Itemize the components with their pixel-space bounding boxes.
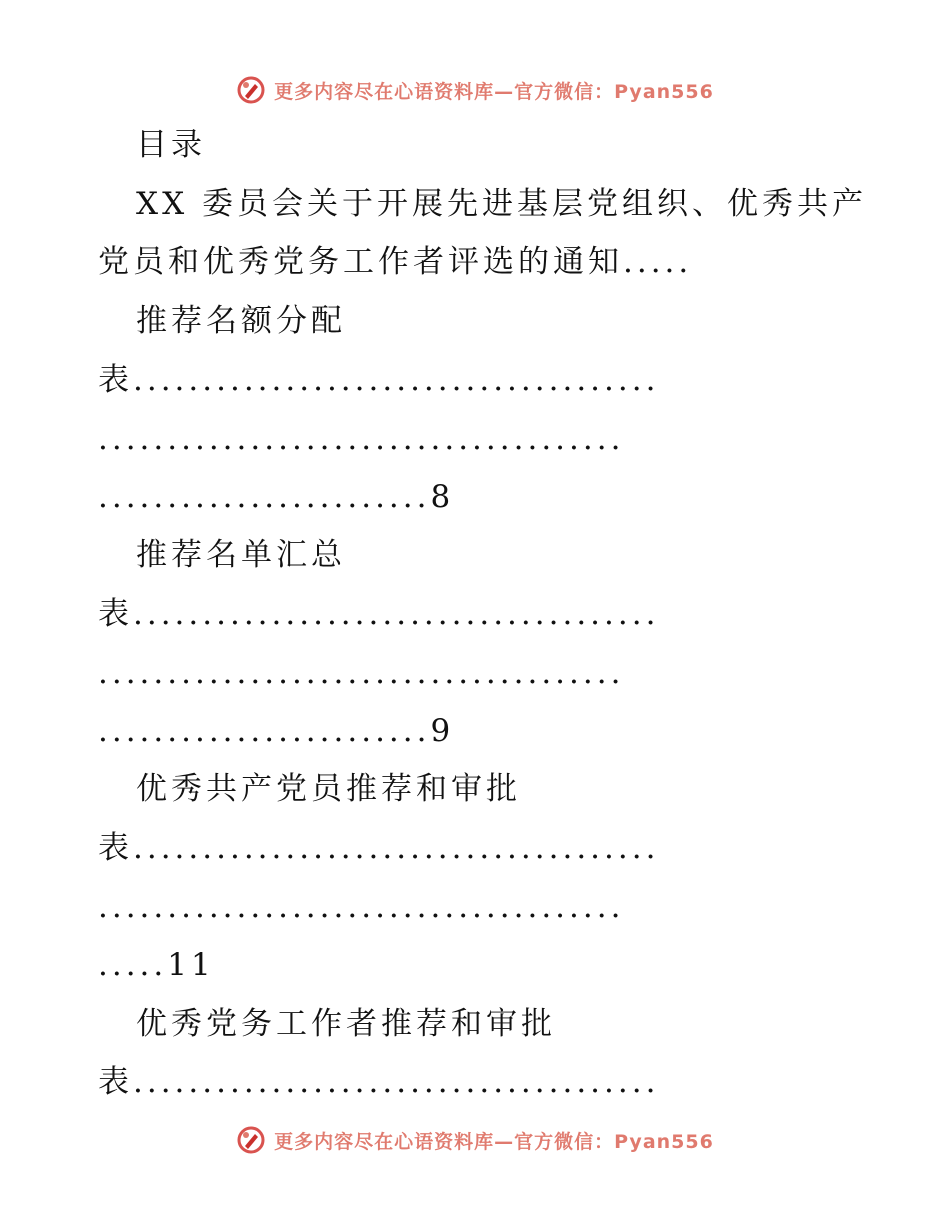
toc-line[interactable]: 优秀党务工作者推荐和审批 (136, 1006, 556, 1042)
footer-banner (0, 1118, 950, 1162)
toc-line[interactable]: 表...................................... (98, 830, 660, 866)
footer-banner-text: 更多内容尽在心语资料库—官方微信：Pyan556 (274, 1130, 714, 1153)
toc-line[interactable]: 推荐名额分配 (136, 303, 346, 339)
toc-heading: 目录 (136, 127, 206, 163)
toc-line[interactable]: .....11 (98, 947, 215, 983)
header-banner-text: 更多内容尽在心语资料库—官方微信：Pyan556 (274, 80, 714, 103)
toc-line[interactable]: ........................8 (98, 479, 455, 515)
toc-line[interactable]: ...................................... (98, 421, 625, 457)
toc-line[interactable]: 优秀共产党员推荐和审批 (136, 771, 521, 807)
toc-line[interactable]: 推荐名单汇总 (136, 537, 346, 573)
toc-line[interactable]: ........................9 (98, 713, 455, 749)
pen-seal-logo-icon (236, 1125, 266, 1155)
toc-line[interactable]: ...................................... (98, 889, 625, 925)
toc-line[interactable]: 表...................................... (98, 362, 660, 398)
pen-seal-logo-icon (236, 75, 266, 105)
toc-line[interactable]: 表...................................... (98, 1064, 660, 1100)
toc-line[interactable]: 表...................................... (98, 596, 660, 632)
toc-line[interactable]: ...................................... (98, 655, 625, 691)
toc-line[interactable]: XX 委员会关于开展先进基层党组织、优秀共产 (136, 186, 867, 222)
header-banner (0, 68, 950, 112)
toc-line[interactable]: 党员和优秀党务工作者评选的通知..... (98, 244, 693, 280)
